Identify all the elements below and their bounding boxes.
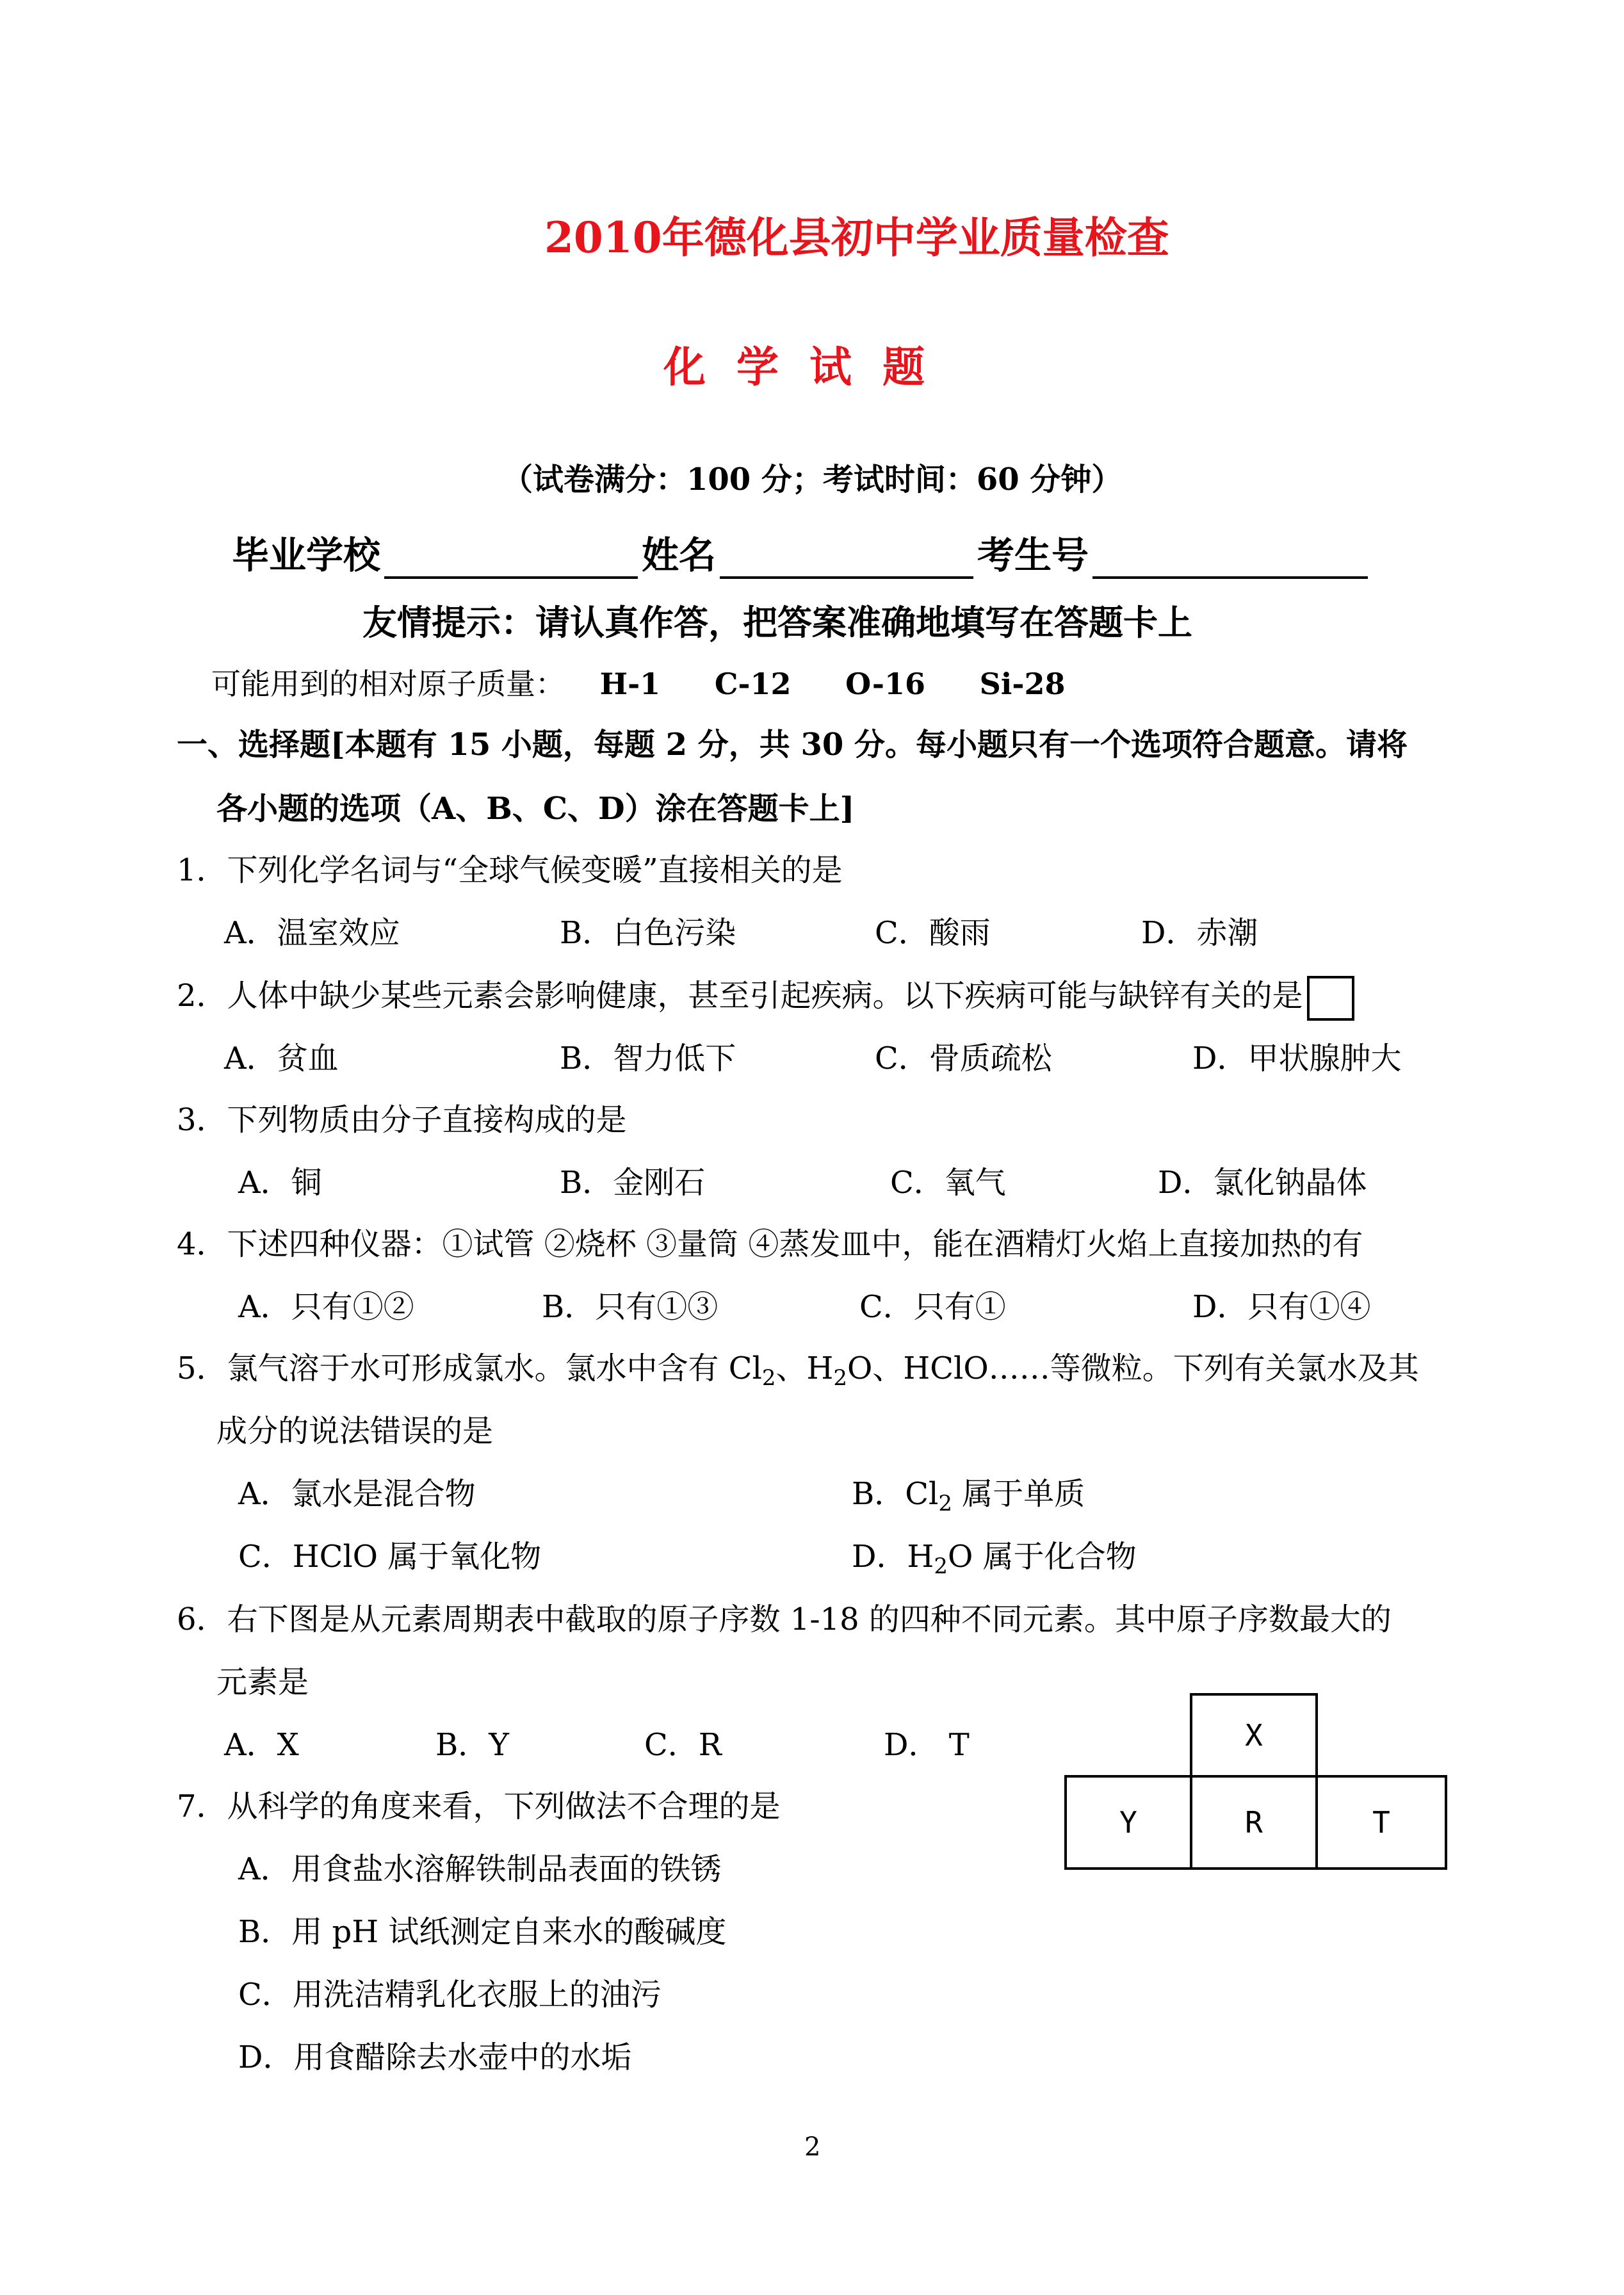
question-1-option-c[interactable]: C．酸雨: [875, 915, 991, 951]
question-5-option-d[interactable]: [852, 1532, 1137, 1579]
question-1-option-b[interactable]: B．白色污染: [560, 915, 736, 951]
subscript: 2: [934, 1553, 948, 1579]
question-2-option-b[interactable]: B．智力低下: [560, 1041, 736, 1076]
question-4-option-d[interactable]: D．只有①④: [1192, 1289, 1371, 1325]
subscript: 2: [938, 1491, 952, 1516]
question-5-stem-part: O、HClO……等微粒。下列有关氯水及其: [847, 1350, 1419, 1386]
question-3-option-c[interactable]: C．氧气: [890, 1165, 1006, 1201]
option-text: 属于单质: [962, 1476, 1085, 1512]
question-5-stem: [177, 1343, 1419, 1391]
question-3-option-b[interactable]: B．金刚石: [560, 1165, 706, 1201]
question-7-option-a[interactable]: A．用食盐水溶解铁制品表面的铁锈: [238, 1851, 722, 1887]
question-1-stem: 1．下列化学名词与“全球气候变暖”直接相关的是: [177, 852, 843, 888]
option-text: B．Cl: [852, 1476, 939, 1512]
question-5-stem-part: 5．氯气溶于水可形成氯水。氯水中含有 Cl: [177, 1350, 762, 1386]
school-label: 毕业学校: [232, 533, 381, 577]
question-6-option-d: D． T: [884, 1727, 970, 1763]
periodic-table-fragment: [1064, 1693, 1447, 1870]
question-7-option-b[interactable]: B．用 pH 试纸测定自来水的酸碱度: [238, 1914, 727, 1950]
atomic-masses-label: 可能用到的相对原子质量：: [211, 667, 565, 701]
subscript: 2: [761, 1365, 776, 1391]
question-1-option-d[interactable]: D．赤潮: [1141, 915, 1258, 951]
question-7-stem: 7．从科学的角度来看，下列做法不合理的是: [177, 1788, 781, 1824]
option-text: D．H: [852, 1539, 934, 1575]
question-2: [177, 971, 1354, 1021]
question-2-option-d[interactable]: D．甲状腺肿大: [1192, 1041, 1402, 1076]
question-6-option-b[interactable]: B．Y: [435, 1727, 509, 1763]
question-3-option-d[interactable]: D．氯化钠晶体: [1158, 1165, 1367, 1201]
element-cell-y: Y: [1064, 1775, 1192, 1870]
question-5-stem-line2: 成分的说法错误的是: [216, 1413, 494, 1449]
question-2-stem: 2．人体中缺少某些元素会影响健康，甚至引起疾病。以下疾病可能与缺锌有关的是: [177, 978, 1303, 1014]
element-cell-x: X: [1190, 1693, 1318, 1778]
student-info-line: [232, 525, 1372, 577]
question-6-stem: 6．右下图是从元素周期表中截取的原子序数 1-18 的四种不同元素。其中原子序数最大的: [177, 1602, 1392, 1637]
atomic-mass-item: O-16: [845, 667, 926, 701]
question-4-stem: 4．下述四种仪器：①试管 ②烧杯 ③量筒 ④蒸发皿中，能在酒精灯火焰上直接加热的有: [177, 1226, 1363, 1262]
friendly-tip: 友情提示：请认真作答，把答案准确地填写在答题卡上: [362, 602, 1192, 643]
option-text: O 属于化合物: [948, 1539, 1137, 1575]
exam-info: （试卷满分：100 分；考试时间：60 分钟）: [502, 462, 1123, 498]
section-1-heading: 一、选择题[本题有 15 小题，每题 2 分，共 30 分。每小题只有一个选项符合题意。请将: [177, 727, 1408, 763]
school-blank[interactable]: [384, 539, 638, 579]
question-1-option-a[interactable]: A．温室效应: [224, 915, 400, 951]
element-cell-r: R: [1190, 1775, 1318, 1870]
section-1-heading-cont: 各小题的选项（A、B、C、D）涂在答题卡上]: [216, 791, 855, 827]
question-3-option-a[interactable]: A．铜: [238, 1165, 322, 1201]
atomic-mass-item: Si-28: [979, 667, 1066, 701]
subject-char: 化: [663, 342, 706, 392]
answer-box[interactable]: [1307, 976, 1354, 1021]
question-5-stem-part: 、H: [775, 1350, 834, 1386]
question-5-option-b[interactable]: [852, 1469, 1085, 1516]
question-5-option-c[interactable]: C．HClO 属于氧化物: [238, 1539, 542, 1575]
subject-char: 学: [736, 342, 779, 392]
question-5-option-a[interactable]: A．氯水是混合物: [238, 1476, 476, 1512]
atomic-mass-item: C-12: [714, 667, 792, 701]
subject-char: 题: [882, 342, 925, 392]
page-number: 2: [804, 2132, 821, 2162]
subject-char: 试: [809, 342, 852, 392]
question-2-option-c[interactable]: C．骨质疏松: [875, 1041, 1052, 1076]
question-3-stem: 3．下列物质由分子直接构成的是: [177, 1102, 627, 1138]
name-label: 姓名: [642, 533, 717, 577]
page-title: 2010年德化县初中学业质量检查: [544, 213, 1169, 263]
id-label: 考生号: [977, 533, 1089, 577]
element-cell-t: T: [1315, 1775, 1447, 1870]
atomic-masses: [211, 661, 1065, 703]
question-6-option-a[interactable]: A．X: [224, 1727, 299, 1763]
question-4-option-c[interactable]: C．只有①: [859, 1289, 1006, 1325]
question-7-option-c[interactable]: C．用洗洁精乳化衣服上的油污: [238, 1977, 662, 2013]
question-4-option-a[interactable]: A．只有①②: [238, 1289, 414, 1325]
question-6-option-c[interactable]: C．R: [644, 1727, 722, 1763]
question-7-option-d[interactable]: D．用食醋除去水壶中的水垢: [238, 2040, 632, 2075]
question-4-option-b[interactable]: B．只有①③: [542, 1289, 719, 1325]
question-6-stem-line2: 元素是: [216, 1664, 309, 1700]
atomic-mass-item: H-1: [599, 667, 661, 701]
id-blank[interactable]: [1092, 539, 1368, 579]
name-blank[interactable]: [720, 539, 973, 579]
subscript: 2: [833, 1365, 848, 1391]
subject-title: [663, 333, 955, 394]
question-2-option-a[interactable]: A．贫血: [224, 1041, 339, 1076]
